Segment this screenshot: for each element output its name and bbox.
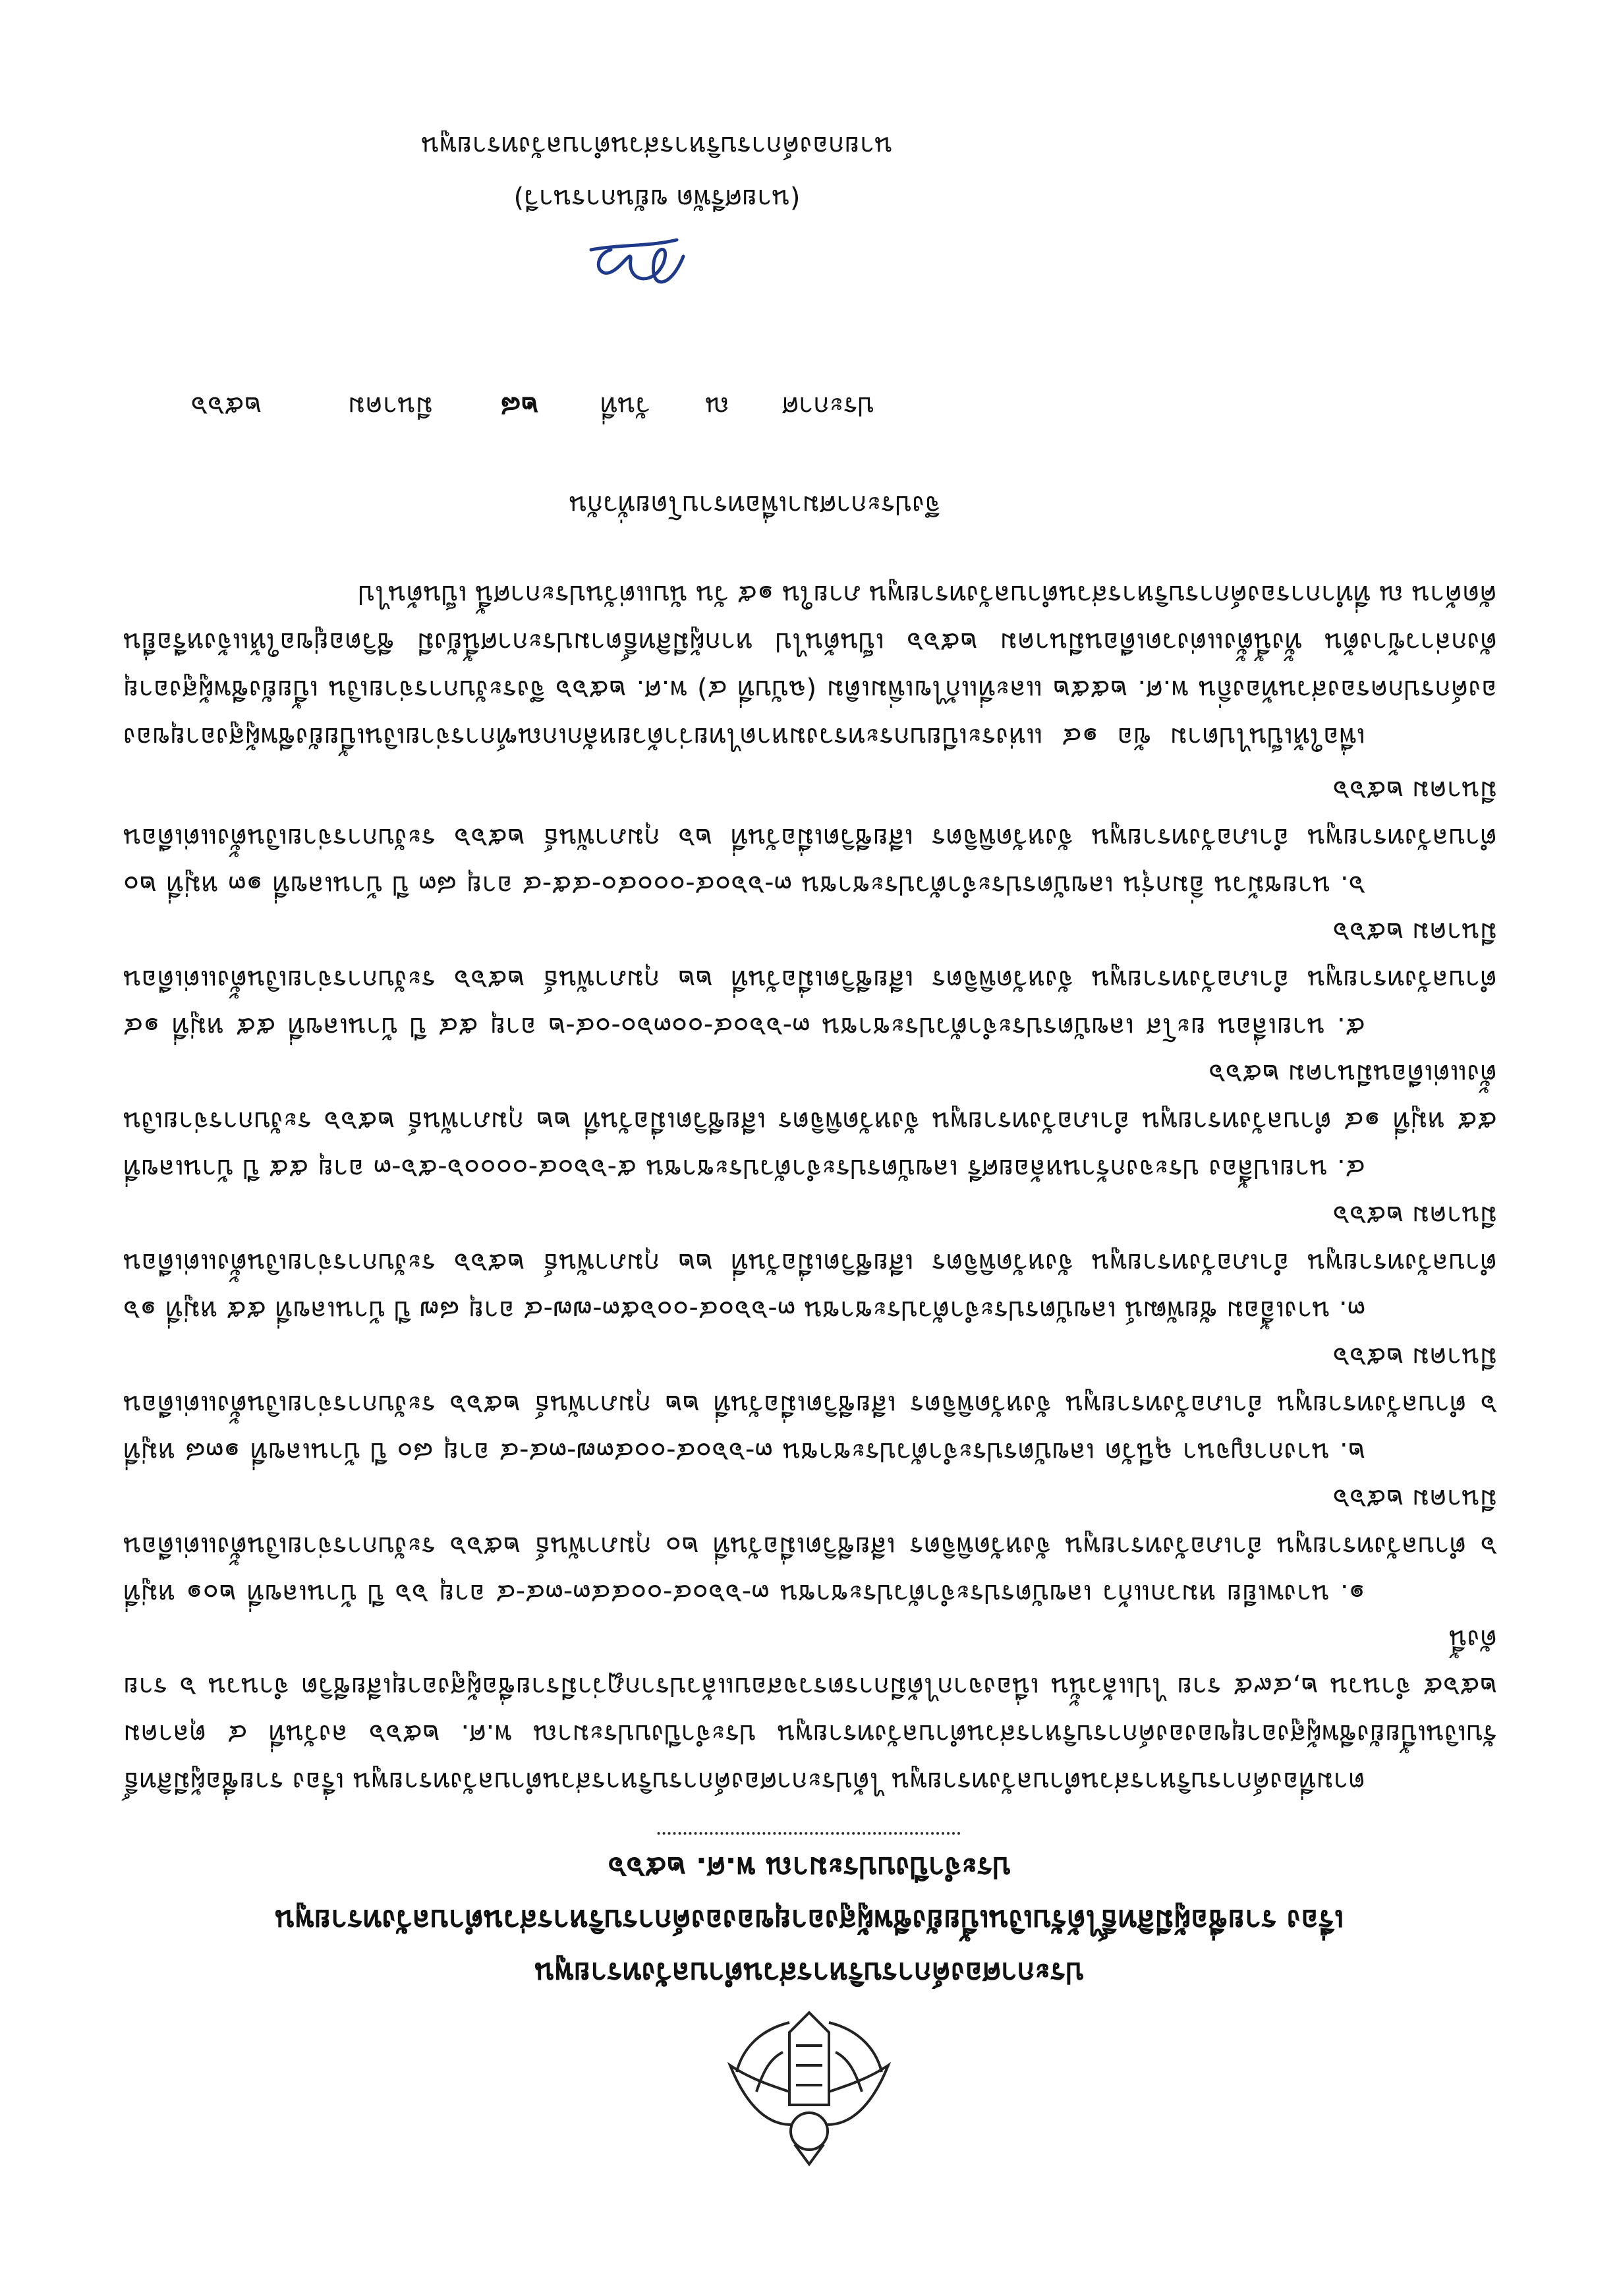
fiscal-year: ประจำปีงบประมาณ พ.ศ. ๒๕๖๖ (608, 1851, 1011, 1884)
date-day: ๒๘ (500, 391, 538, 421)
closing-line: จึงประกาศมาเพื่อทราบโดยทั่วกัน (569, 490, 940, 520)
garuda-emblem (717, 2006, 901, 2171)
document-title: ประกาศองค์การบริหารส่วนตำบลวังทรายพูน (534, 1956, 1085, 1990)
purpose-paragraph: เพื่อให้เป็นไปตาม ข้อ ๑๔ แห่งระเบียบกระทรวงมหาดไทยว่าด้วยหลักเกณฑ์การจ่ายเงินเบี้ยยังชีพผู้สูงอายุของ องค์กรปกครองส่วนท้องถิ่น พ.ศ. ๒๕๕๒ และที่แก้ไขเพิ่มเติม (ฉบับที่ ๔) พ.ศ. ๒๕๖๖ จึงระงับการจ่ายเงิน เบี้ยยังชีพผู้สูงอายุดังกล่าวข้างต้น ทั้งนี้ตั้งแต่งวดเดือนมีนาคม ๒๕๖๖ เป็นต้นไป หากผู้มีสิทธิ์ตามประกาศนี้ยังมี ชีวิตอยู่ขอให้แจ้งหรือยื่นคัดค้าน ณ ที่ทำการองค์การบริหารส่วนตำบลวังทรายพูน ภายใน ๑๕ วัน นับแต่วันประกาศนี้ เป็นต้นไป (123, 579, 1497, 752)
deceased-item: ๖. นายชม้วน อิ่มกรุ่น เลขบัตรประจำตัวประชาชน ๓-๖๖๐๔-๐๐๐๔๐-๔๕-๔ อายุ ๘๓ ปี บ้านเลขที่ ๑๓ หมู่ที่ ๒๐ ตำบลวังทรายพูน อำเภอวังทรายพูน จังหวัดพิจิตร เสียชีวิตเมื่อวันที่ ๒๖ กุมภาพันธ์ ๒๕๖๖ ระงับการจ่ายเงินตั้งแต่เดือนมีนาคม ๒๕๖๖ (123, 775, 1497, 900)
signature (584, 230, 690, 302)
deceased-item: ๔. นายเปลื้อง ประจงกร้านหล้อยศรี เลขบัตรประจำตัวประชาชน ๕-๖๖๐๔-๐๐๐๐๖-๕๖-๓ อายุ ๕๕ ปี บ้านเลขที่ ๕๕ หมู่ที่ ๑๔ ตำบลวังทรายพูน อำเภอวังทรายพูน จังหวัดพิจิตร เสียชีวิตเมื่อวันที่ ๒๒ กุมภาพันธ์ ๒๕๖๖ ระงับการจ่ายเงินตั้งแต่เดือนมีนาคม ๒๕๖๖ (123, 1058, 1497, 1184)
signatory-name: (นายศรีพัด ขยันการนาวี) (513, 183, 801, 214)
date-year: ๒๕๖๖ (190, 391, 262, 421)
deceased-item: ๑. นางพเยีย หมวกแก้ว เลขบัตรประจำตัวประชาชน ๓-๖๖๐๔-๐๐๔๔๓-๓๔-๔ อายุ ๖๖ ปี บ้านเลขที่ ๒๐๑ หมู่ที่ ๖ ตำบลวังทรายพูน อำเภอวังทรายพูน จังหวัดพิจิตร เสียชีวิตเมื่อวันที่ ๒๐ กุมภาพันธ์ ๒๕๖๖ ระงับการจ่ายเงินตั้งแต่เดือนมีนาคม ๒๕๖๖ (123, 1483, 1497, 1609)
date-on: ณ (704, 391, 729, 421)
document-subject: เรื่อง รายชื่อผู้มีสิทธิ์ได้รับเงินเบี้ยยังชีพผู้สูงอายุขององค์การบริหารส่วนตำบลวังทรายพูน (275, 1903, 1344, 1937)
signatory-position: นายกองค์การบริหารส่วนตำบลวังทรายพูน (421, 130, 893, 161)
date-prefix: ประกาศ (781, 391, 874, 421)
deceased-item: ๕. นายเลื่อน ยะโส เลขบัตรประจำตัวประชาชน ๓-๖๖๐๔-๐๐๓๖๐-๐๔-๒ อายุ ๕๔ ปี บ้านเลขที่ ๕๕ หมู่ที่ ๑๔ ตำบลวังทรายพูน อำเภอวังทรายพูน จังหวัดพิจิตร เสียชีวิตเมื่อวันที่ ๒๒ กุมภาพันธ์ ๒๕๖๖ ระงับการจ่ายเงินตั้งแต่เดือนมีนาคม ๒๕๖๖ (123, 917, 1497, 1042)
deceased-item: ๒. นางกาญจนา ฉุนีวัด เลขบัตรประจำตัวประชาชน ๓-๖๖๐๔-๐๐๔๓๗-๓๔-๔ อายุ ๘๐ ปี บ้านเลขที่ ๑๓๘ หมู่ที่ ๖ ตำบลวังทรายพูน อำเภอวังทรายพูน จังหวัดพิจิตร เสียชีวิตเมื่อวันที่ ๒๒ กุมภาพันธ์ ๒๕๖๖ ระงับการจ่ายเงินตั้งแต่เดือนมีนาคม ๒๕๖๖ (123, 1342, 1497, 1467)
date-month: มีนาคม (347, 391, 433, 421)
header-divider (657, 1832, 960, 1835)
intro-paragraph: ตามที่องค์การบริหารส่วนตำบลวังทรายพูน ได้ประกาศองค์การบริหารส่วนตำบลวังทรายพูน เรื่อง รายชื่อผู้มีสิทธิ์รับเงินเบี้ยยังชีพผู้สูงอายุขององค์การบริหารส่วนตำบลวังทรายพูน ประจำปีงบประมาณ พ.ศ. ๒๕๖๖ ลงวันที่ ๔ ตุลาคม ๒๕๖๕ จำนวน ๒,๔๙๕ ราย ไปแล้วนั้น เนื่องจากได้มีการตรวจสอบแล้วปรากฏว่ามีรายชื่อผู้สูงอายุเสียชีวิต จำนวน ๖ รายดังนี้ (123, 1624, 1497, 1796)
deceased-item: ๓. นางเอื้อม ชัยพัฒน์ เลขบัตรประจำตัวประชาชน ๓-๖๖๐๔-๐๐๖๕๓-๗๗-๔ อายุ ๘๗ ปี บ้านเลขที่ ๕๕ หมู่ที่ ๑๖ ตำบลวังทรายพูน อำเภอวังทรายพูน จังหวัดพิจิตร เสียชีวิตเมื่อวันที่ ๒๒ กุมภาพันธ์ ๒๕๖๖ ระงับการจ่ายเงินตั้งแต่เดือนมีนาคม ๒๕๖๖ (123, 1200, 1497, 1325)
date-day-label: วันที่ (600, 391, 650, 421)
